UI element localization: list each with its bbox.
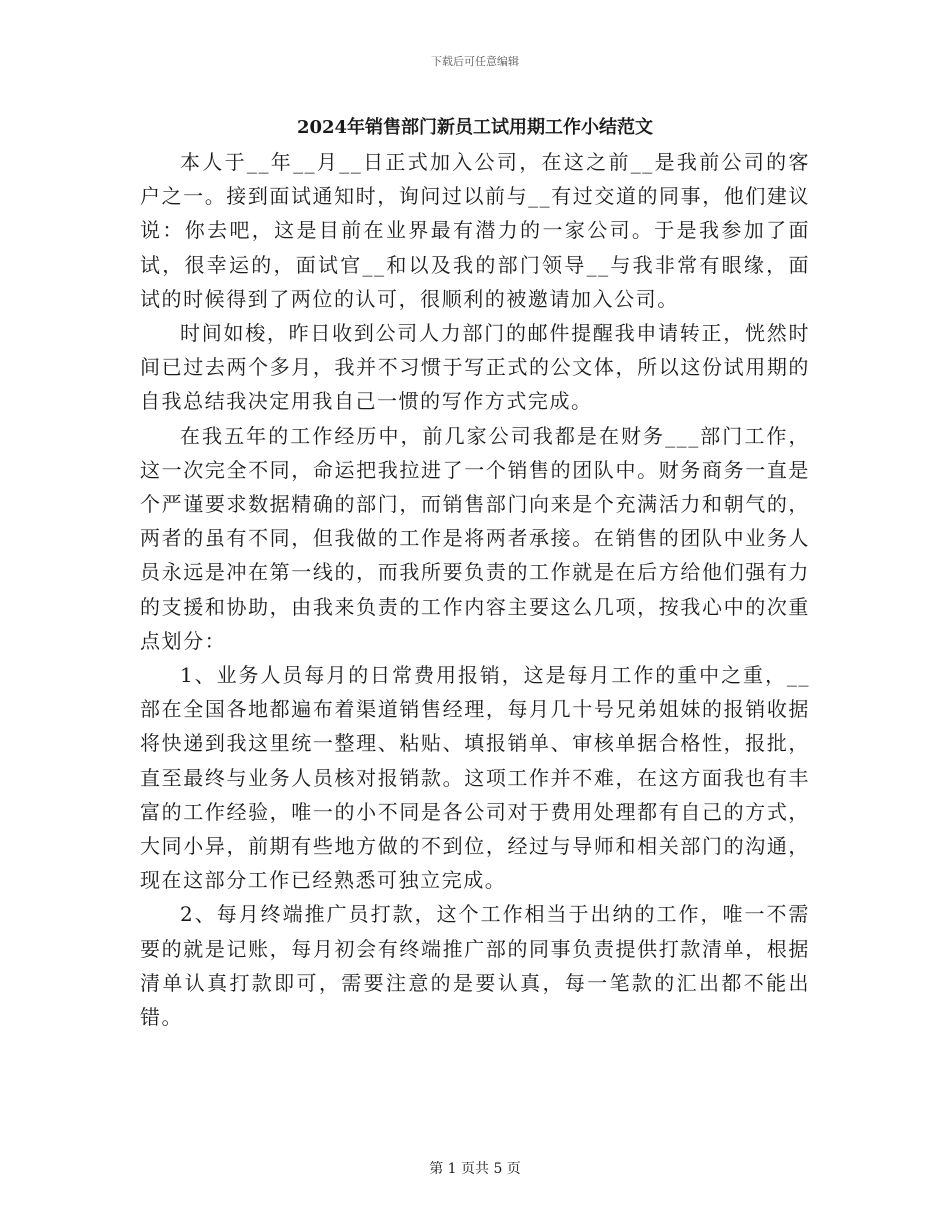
document-title: 2024年销售部门新员工试用期工作小结范文 [296, 117, 654, 138]
page-number: 第 1 页共 5 页 [429, 1161, 521, 1177]
document-body [140, 145, 810, 1034]
page-header: 下载后可任意编辑 [431, 55, 519, 68]
paragraph-item-1: 1、业务人员每月的日常费用报销，这是每月工作的重中之重，__部在全国各地都遍布着渠道销售经理，每月几十号兄弟姐妹的报销收据将快递到我这里统一整理、粘贴、填报销单、审核单据合格性，报批，直至最终与业务人员核对报销款。这项工作并不难，在这方面我也有丰富的工作经验，唯一的小不同是各公司对于费用处理都有自己的方式，大同小异，前期有些地方做的不到位，经过与导师和相关部门的沟通，现在这部分工作已经熟悉可独立完成。 [140, 663, 810, 893]
paragraph-experience: 在我五年的工作经历中，前几家公司我都是在财务___部门工作，这一次完全不同，命运把我拉进了一个销售的团队中。财务商务一直是个严谨要求数据精确的部门，而销售部门向来是个充满活力和朝气的，两者的虽有不同，但我做的工作是将两者承接。在销售的团队中业务人员永远是冲在第一线的，而我所要负责的工作就是在后方给他们强有力的支援和协助，由我来负责的工作内容主要这么几项，按我心中的次重点划分： [140, 423, 810, 653]
paragraph-item-2: 2、每月终端推广员打款，这个工作相当于出纳的工作，唯一不需要的就是记账，每月初会有终端推广部的同事负责提供打款清单，根据清单认真打款即可，需要注意的是要认真，每一笔款的汇出都不能出错。 [140, 902, 810, 1030]
paragraph-time: 时间如梭，昨日收到公司人力部门的邮件提醒我申请转正，恍然时间已过去两个多月，我并不习惯于写正式的公文体，所以这份试用期的自我总结我决定用我自己一惯的写作方式完成。 [140, 321, 810, 414]
paragraph-intro: 本人于__年__月__日正式加入公司，在这之前__是我前公司的客户之一。接到面试通知时，询问过以前与__有过交道的同事，他们建议说：你去吧，这是目前在业界最有潜力的一家公司。于是我参加了面试，很幸运的，面试官__和以及我的部门领导__与我非常有眼缘，面试的时候得到了两位的认可，很顺利的被邀请加入公司。 [140, 150, 810, 311]
